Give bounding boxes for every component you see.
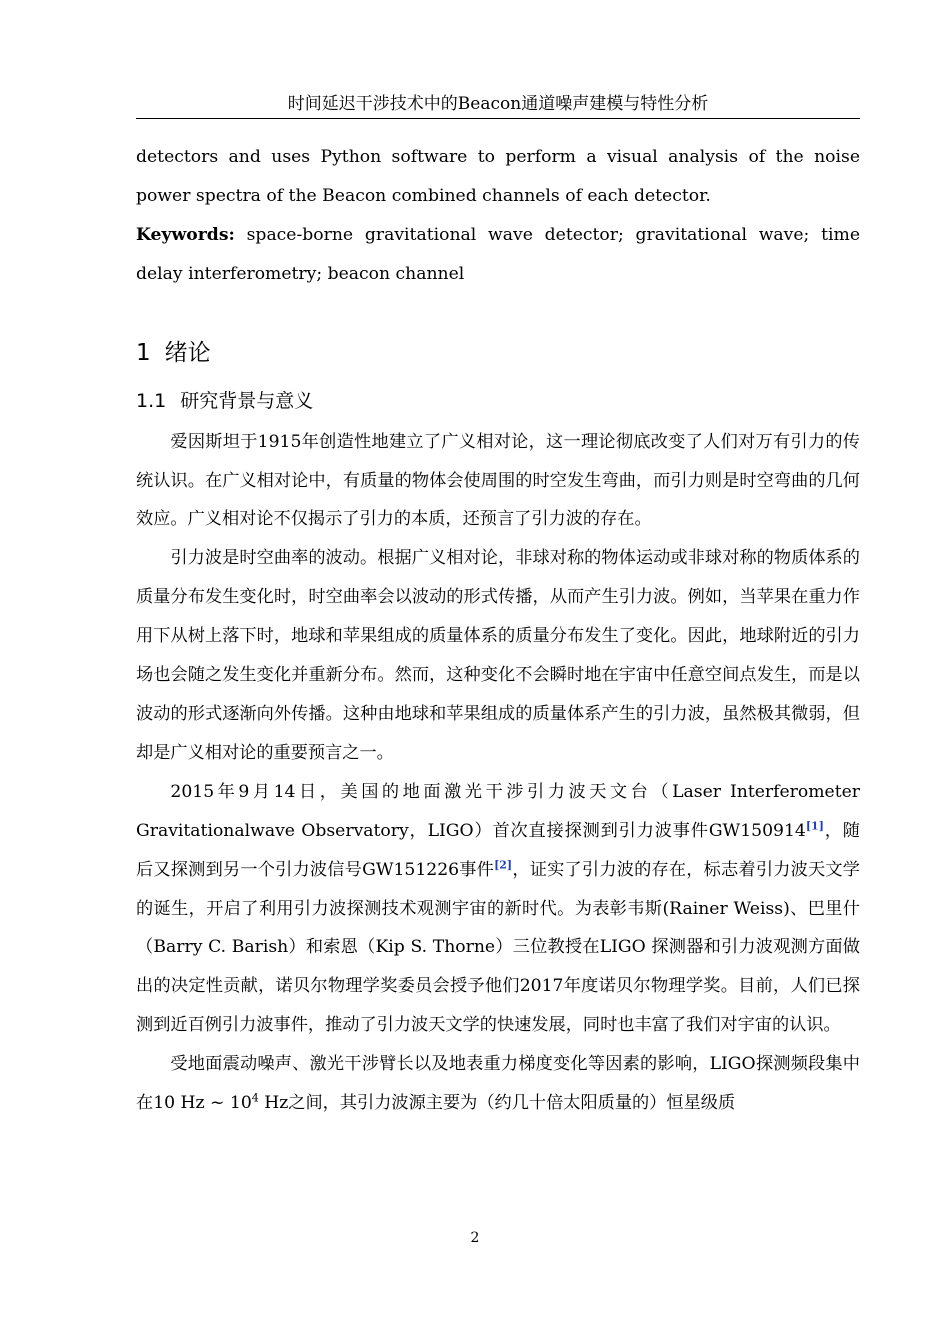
paragraph-2: 引力波是时空曲率的波动。根据广义相对论，非球对称的物体运动或非球对称的物质体系的质量分布发生变化时，时空曲率会以波动的形式传播，从而产生引力波。例如，当苹果在重力作用下从树上落下时，地球和苹果组成的质量体系的质量分布发生了变化。因此，地球附近的引力场也会随之发生变化并重新分布。然而，这种变化不会瞬时地在宇宙中任意空间点发生，而是以波动的形式逐渐向外传播。这种由地球和苹果组成的质量体系产生的引力波，虽然极其微弱，但却是广义相对论的重要预言之一。 — [136, 548, 860, 763]
paragraph-4-part-a: 受地面震动噪声、激光干涉臂长以及地表重力梯度变化等因素的影响，LIGO探测频段集中在10 Hz ~ 10 — [136, 1054, 860, 1114]
subsection-title: 研究背景与意义 — [180, 389, 314, 412]
paragraph-3-part-a: 2015年9月14日，美国的地面激光干涉引力波天文台（Laser Interferometer Gravitationalwave Observatory，LIGO）首次直接探测到引力波事件GW150914 — [136, 781, 860, 841]
section-title: 绪论 — [164, 339, 211, 366]
abstract-tail-paragraph: detectors and uses Python software to perform a visual analysis of the noise power spectra of the Beacon combined channels of each detector. — [136, 147, 860, 206]
paragraph-3-part-c: ，证实了引力波的存在，标志着引力波天文学的诞生，开启了利用引力波探测技术观测宇宙的新时代。为表彰韦斯(Rainer Weiss)、巴里什（Barry C. Barish）和索恩（Kip S. Thorne）三位教授在LIGO 探测器和引力波观测方面做出的决定性贡献，诺贝尔物理学奖委员会授予他们2017年度诺贝尔物理学奖。目前，人们已探测到近百例引力波事件，推动了引力波天文学的快速发展，同时也丰富了我们对宇宙的认识。 — [136, 859, 860, 1036]
section-heading — [136, 337, 860, 369]
header-rule — [136, 118, 860, 119]
keywords-paragraph — [136, 216, 860, 294]
body-text — [136, 138, 860, 1123]
paragraph-3-part-b: ，随后又探测到另一个引力波信号GW151226事件 — [136, 820, 860, 880]
exponent: 4 — [251, 1091, 259, 1105]
paragraph-4-part-b: Hz之间，其引力波源主要为（约几十倍太阳质量的）恒星级质 — [258, 1093, 736, 1114]
keywords-label: Keywords: — [136, 224, 235, 245]
paragraph-3 — [136, 773, 860, 1045]
subsection-number: 1.1 — [136, 389, 167, 412]
paragraph-1: 爱因斯坦于1915年创造性地建立了广义相对论，这一理论彻底改变了人们对万有引力的传统认识。在广义相对论中，有质量的物体会使周围的时空发生弯曲，而引力则是时空弯曲的几何效应。广义相对论不仅揭示了引力的本质，还预言了引力波的存在。 — [136, 431, 860, 530]
page-number: 2 — [470, 1230, 480, 1246]
keywords-text: space-borne gravitational wave detector; gravitational wave; time delay interferometry; beacon channel — [136, 224, 860, 284]
subsection-heading — [136, 386, 860, 416]
running-header-title: 时间延迟干涉技术中的Beacon通道噪声建模与特性分析 — [287, 94, 709, 114]
paragraph-4 — [136, 1045, 860, 1123]
citation-link-2[interactable]: [2] — [494, 857, 513, 871]
section-number: 1 — [136, 339, 151, 366]
citation-link-1[interactable]: [1] — [805, 818, 824, 832]
